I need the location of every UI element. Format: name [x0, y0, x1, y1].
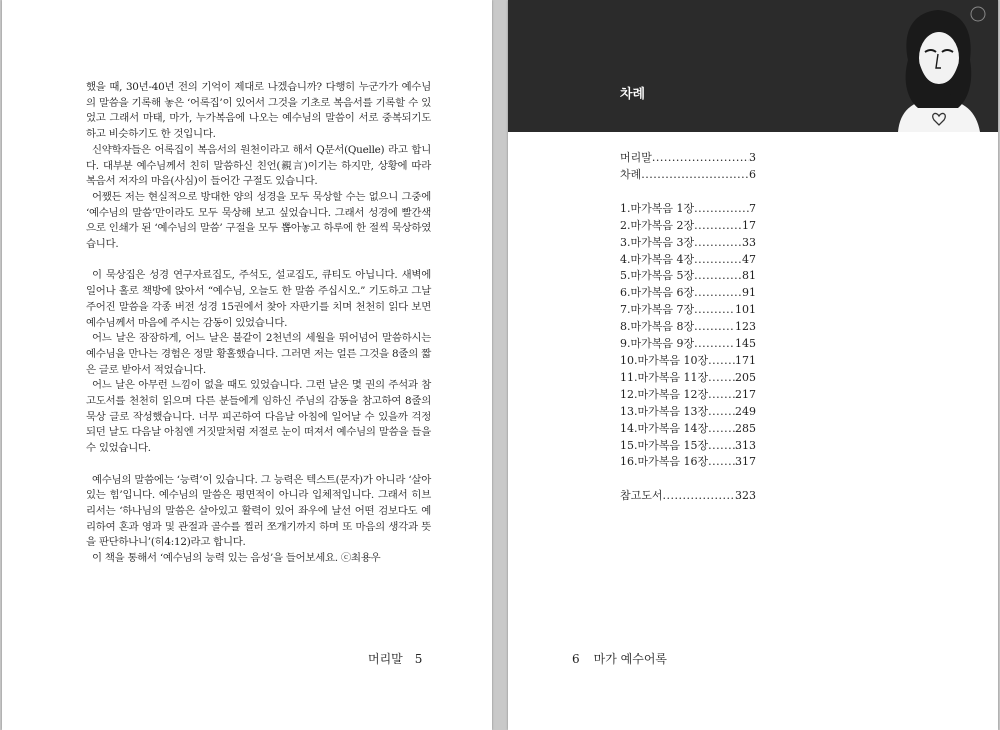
toc-item[interactable]: 1.마가복음 1장 ..... 7 — [620, 201, 756, 218]
jesus-portrait-icon — [878, 0, 998, 132]
toc-chapter-list — [620, 201, 756, 472]
paragraph: 신약학자들은 어록집이 복음서의 원천이라고 해서 Q문서(Quelle) 라고 합니다. 대부분 예수님께서 친히 말씀하신 친언(親言)이기는 하지만, 상황에 따라 복음서 저자의 마음(사심)이 들어간 구절도 있습니다. — [86, 143, 431, 188]
paragraph: 어쨌든 저는 현실적으로 방대한 양의 성경을 모두 묵상할 수는 없으니 그중에 ‘예수님의 말씀’만이라도 모두 묵상해 보고 싶었습니다. 그래서 성경에 빨간색으로 인쇄가 된 ‘예수님의 말씀’ 구절을 모두 뽑아놓고 하루에 한 절씩 묵상하였습니다. — [86, 190, 431, 251]
toc-title: 차례 — [620, 87, 646, 102]
toc-item[interactable]: 5.마가복음 5장 ..... 81 — [620, 268, 756, 285]
paragraph: 어느 날은 잠잠하게, 어느 날은 불같이 2천년의 세월을 뛰어넘어 말씀하시는 예수님을 만나는 경험은 정말 황홀했습니다. 그러면 저는 얼른 그것을 8줄의 짧은 글로 받아서 적었습니다. — [86, 332, 431, 376]
toc-item[interactable]: 14.마가복음 14장 ..... 285 — [620, 421, 756, 438]
toc-item[interactable]: 3.마가복음 3장 ..... 33 — [620, 235, 756, 252]
toc-item[interactable]: 12.마가복음 12장 ..... 217 — [620, 387, 756, 404]
page-number: 5 — [414, 652, 423, 666]
toc-item[interactable]: 11.마가복음 11장 ..... 205 — [620, 370, 756, 387]
toc-item[interactable]: 9.마가복음 9장 ..... 145 — [620, 336, 756, 353]
page-footer — [368, 650, 422, 667]
paragraph: 예수님의 말씀에는 ‘능력’이 있습니다. 그 능력은 텍스트(문자)가 아니라 ‘살아있는 힘’입니다. 예수님의 말씀은 평면적이 아니라 입체적입니다. 그래서 히브리서는 ‘하나님의 말씀은 살아있고 활력이 있어 좌우에 날선 어떤 검보다도 예리하여 혼과 영과 및 관절과 골수를 찔러 쪼개기까지 하며 또 마음의 생각과 뜻을 판단하나니’(히4:12)라고 합니다. — [86, 473, 431, 549]
toc-item[interactable]: 16.마가복음 16장 ..... 317 — [620, 454, 756, 471]
paragraph: 이 묵상집은 성경 연구자료집도, 주석도, 설교집도, 큐티도 아닙니다. 새벽에 일어나 홀로 책방에 앉아서 “예수님, 오늘도 한 말씀 주십시오.” 기도하고 그날 주어진 말씀을 각종 버전 성경 15권에서 찾아 자판기를 치며 천천히 읽다 보면 예수님께서 마음에 주시는 감동이 있었습니다. — [86, 269, 431, 329]
toc-item[interactable]: 차례 ..... 6 — [620, 167, 756, 184]
toc-item[interactable]: 10.마가복음 10장 ..... 171 — [620, 353, 756, 370]
footer-label: 마가 예수어록 — [593, 652, 668, 666]
toc-item[interactable]: 4.마가복음 4장 ..... 47 — [620, 252, 756, 269]
chapter-header-band — [508, 0, 998, 132]
toc-item[interactable]: 2.마가복음 2장 ..... 17 — [620, 218, 756, 235]
preface-body — [86, 80, 431, 567]
left-page — [2, 0, 492, 730]
toc-item[interactable]: 7.마가복음 7장 ..... 101 — [620, 302, 756, 319]
paragraph-gap — [86, 253, 431, 269]
paragraph-gap — [86, 457, 431, 473]
paragraph: 이 책을 통해서 ‘예수님의 능력 있는 음성’을 들어보세요. ⓒ최용우 — [92, 552, 381, 565]
toc-item[interactable]: 머리말 ..... 3 — [620, 150, 756, 167]
page-number: 6 — [572, 652, 580, 666]
toc-item[interactable]: 15.마가복음 15장 ..... 313 — [620, 438, 756, 455]
toc-item[interactable]: 8.마가복음 8장 ..... 123 — [620, 319, 756, 336]
paragraph: 했을 때, 30년-40년 전의 기억이 제대로 나겠습니까? 다행히 누군가가 예수님의 말씀을 기록해 놓은 ‘어록집’이 있어서 그것을 기초로 복음서를 기록할 수 있었고 그래서 마태, 마가, 누가복음에 나오는 예수님의 말씀이 서로 중복되기도 하고 비슷하기도 한 것입니다. — [86, 81, 431, 141]
toc-item[interactable]: 참고도서 ..... 323 — [620, 488, 756, 505]
right-page — [508, 0, 998, 730]
paragraph: 어느 날은 아무런 느낌이 없을 때도 있었습니다. 그런 날은 몇 권의 주석과 참고도서를 천천히 읽으며 다른 분들에게 임하신 주님의 감동을 참고하여 8줄의 묵상 글로 작성했습니다. 너무 피곤하여 다음날 아침에 일어날 수 있을까 걱정되던 날도 다음날 아침엔 거짓말처럼 저절로 눈이 떠져서 예수님의 말씀을 들을 수 있었습니다. — [86, 379, 431, 455]
toc-item[interactable]: 6.마가복음 6장 ..... 91 — [620, 285, 756, 302]
page-footer — [572, 650, 667, 667]
toc-item[interactable]: 13.마가복음 13장 ..... 249 — [620, 404, 756, 421]
table-of-contents — [620, 150, 756, 505]
footer-label: 머리말 — [368, 652, 403, 666]
